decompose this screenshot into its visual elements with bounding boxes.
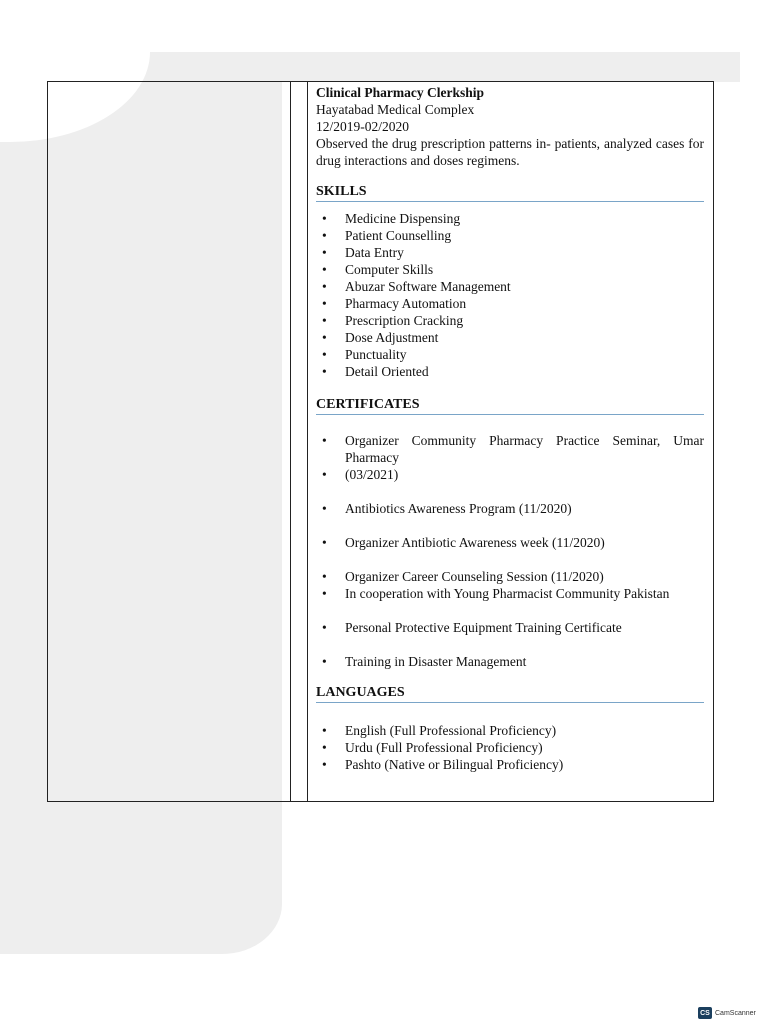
list-item [316,534,704,551]
skill-text: Dose Adjustment [345,330,439,345]
list-item [316,278,704,295]
skills-list [316,210,704,380]
list-item [316,363,704,380]
list-item [316,432,704,466]
bullet-icon: • [322,586,327,601]
certificate-text: Antibiotics Awareness Program (11/2020) [345,501,572,516]
bullet-icon: • [322,245,327,260]
spacer [316,551,704,568]
skill-text: Pharmacy Automation [345,296,467,311]
bullet-icon: • [322,569,327,584]
spacer [316,517,704,534]
camscanner-logo-icon: CS [698,1007,712,1019]
bullet-icon: • [322,279,327,294]
languages-list [316,722,704,773]
list-item [316,466,704,483]
certificate-text: Training in Disaster Management [345,654,527,669]
languages-heading: LANGUAGES [316,684,704,703]
language-text: Pashto (Native or Bilingual Proficiency) [345,757,564,772]
bullet-icon: • [322,262,327,277]
bullet-icon: • [322,313,327,328]
bullet-icon: • [322,620,327,635]
experience-block [316,84,704,169]
bullet-icon: • [322,501,327,516]
language-text: English (Full Professional Proficiency) [345,723,557,738]
skill-text: Medicine Dispensing [345,211,461,226]
list-item [316,722,704,739]
bullet-icon: • [322,740,327,755]
skill-text: Abuzar Software Management [345,279,511,294]
experience-title: Clinical Pharmacy Clerkship [316,85,484,100]
bullet-icon: • [322,535,327,550]
bullet-icon: • [322,654,327,669]
skill-text: Computer Skills [345,262,434,277]
language-text: Urdu (Full Professional Proficiency) [345,740,543,755]
spacer [316,483,704,500]
list-item [316,244,704,261]
skill-text: Prescription Cracking [345,313,464,328]
certificate-text: Organizer Career Counseling Session (11/2020) [345,569,604,584]
list-item [316,295,704,312]
bullet-icon: • [322,211,327,226]
scan-background-band [120,52,740,82]
bullet-icon: • [322,347,327,362]
spacer [316,602,704,619]
list-item [316,739,704,756]
bullet-icon: • [322,228,327,243]
list-item [316,500,704,517]
list-item [316,568,704,585]
skills-heading: SKILLS [316,183,704,202]
bullet-icon: • [322,364,327,379]
skill-text: Detail Oriented [345,364,429,379]
bullet-icon: • [322,296,327,311]
bullet-icon: • [322,467,327,482]
bullet-icon: • [322,757,327,772]
list-item [316,312,704,329]
experience-place: Hayatabad Medical Complex [316,102,475,117]
skill-text: Punctuality [345,347,407,362]
list-item [316,653,704,670]
left-column [48,82,291,801]
list-item [316,756,704,773]
certificate-text: Personal Protective Equipment Training Certificate [345,620,622,635]
camscanner-label: CamScanner [715,1009,756,1017]
right-column [316,84,704,773]
certificate-text: (03/2021) [345,467,399,482]
list-item [316,227,704,244]
certificates-list [316,432,704,670]
list-item [316,329,704,346]
certificate-text: In cooperation with Young Pharmacist Community Pakistan [345,586,670,601]
certificate-text: Organizer Community Pharmacy Practice Seminar, Umar Pharmacy [345,433,704,465]
list-item [316,210,704,227]
spacer [316,636,704,653]
skill-text: Data Entry [345,245,404,260]
list-item [316,585,704,602]
bullet-icon: • [322,723,327,738]
list-item [316,619,704,636]
bullet-icon: • [322,433,327,448]
resume-table [47,81,714,802]
experience-dates: 12/2019-02/2020 [316,119,409,134]
certificate-text: Organizer Antibiotic Awareness week (11/2020) [345,535,605,550]
bullet-icon: • [322,330,327,345]
skill-text: Patient Counselling [345,228,452,243]
column-divider [291,82,308,801]
experience-description: Observed the drug prescription patterns in- patients, analyzed cases for drug interactions and doses regimens. [316,136,704,168]
list-item [316,261,704,278]
certificates-heading: CERTIFICATES [316,396,704,415]
camscanner-watermark [698,1006,756,1020]
list-item [316,346,704,363]
